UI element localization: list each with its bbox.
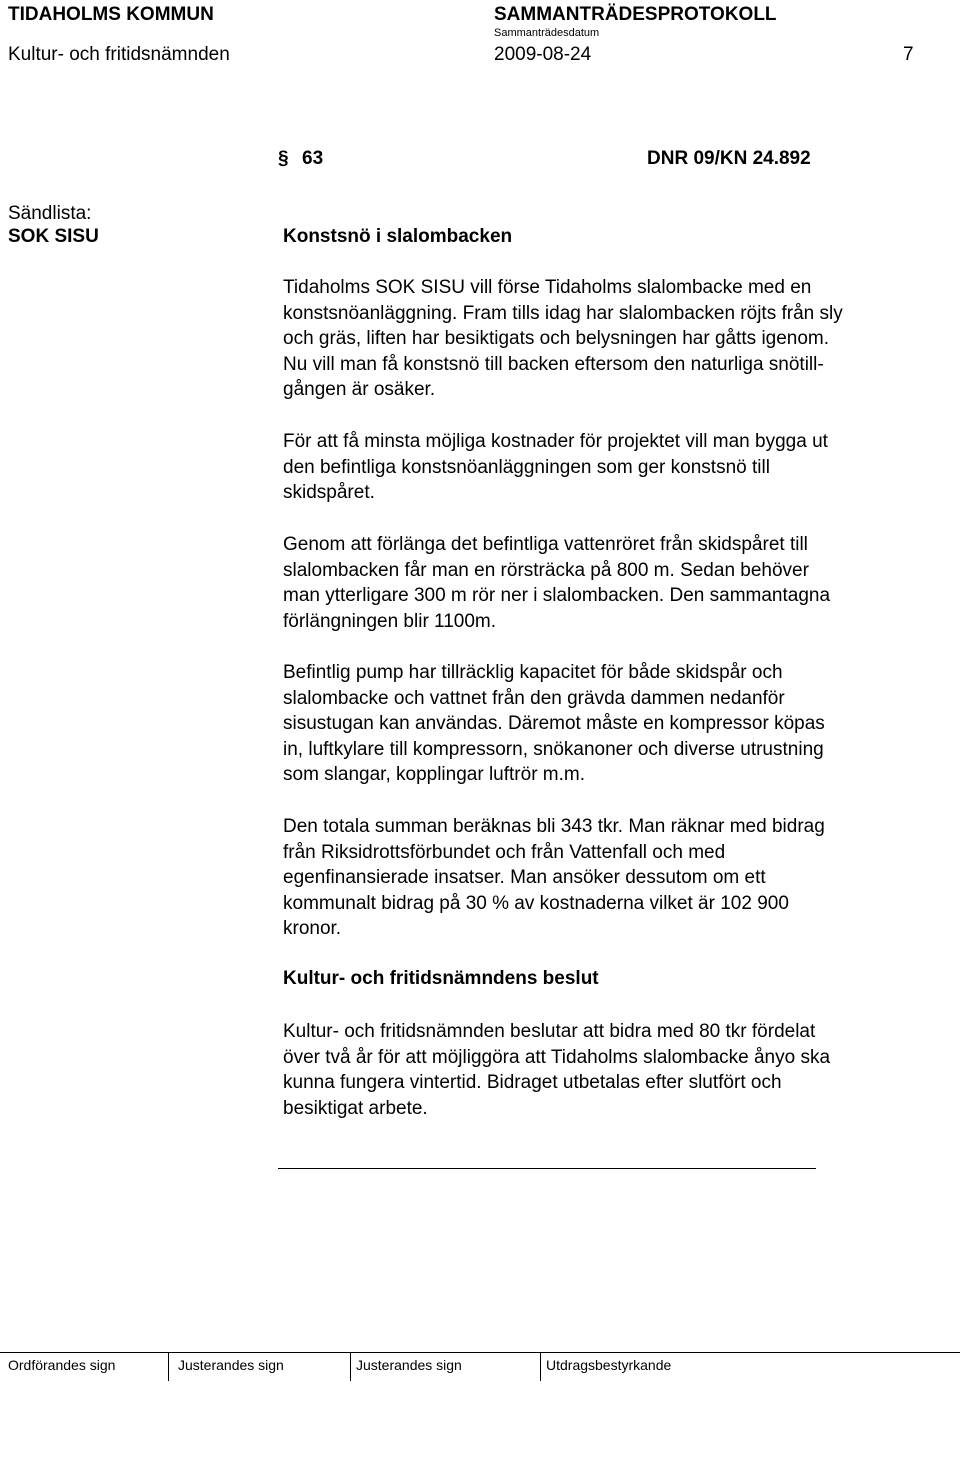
paragraph-equipment: [283, 660, 951, 788]
paragraph-decision: [283, 1019, 951, 1121]
document-type: SAMMANTRÄDESPROTOKOLL: [494, 4, 777, 25]
chair-signature-label: Ordförandes sign: [8, 1357, 116, 1373]
footer-divider: [540, 1353, 541, 1381]
paragraph-sign: §: [278, 148, 289, 169]
meeting-date: 2009-08-24: [494, 44, 592, 65]
text-line: egenfinansierade insatser. Man ansöker dessutom om ett: [283, 867, 766, 889]
decision-heading: Kultur- och fritidsnämndens beslut: [283, 968, 599, 989]
send-list-label: Sändlista:: [8, 203, 92, 224]
text-line: slalombacken får man en rörsträcka på 800 m. Sedan behöver: [283, 559, 809, 581]
paragraph-costs: [283, 429, 951, 506]
text-line: besiktigat arbete.: [283, 1097, 428, 1119]
text-line: förlängningen blir 1100m.: [283, 610, 497, 632]
extract-certifier-label: Utdragsbestyrkande: [546, 1357, 672, 1373]
text-line: gången är osäker.: [283, 379, 436, 401]
text-line: sisustugan kan användas. Däremot måste en kompressor köpas: [283, 713, 825, 735]
department-name: Kultur- och fritidsnämnden: [8, 44, 230, 65]
text-line: Genom att förlänga det befintliga vattenröret från skidspåret till: [283, 534, 808, 555]
text-line: konstsnöanläggning. Fram tills idag har slalombacken röjts från sly: [283, 302, 843, 324]
item-title: Konstsnö i slalombacken: [283, 226, 513, 247]
end-rule: [278, 1168, 816, 1169]
text-line: Nu vill man få konstsnö till backen eftersom den naturliga snötill-: [283, 353, 824, 375]
footer-divider: [168, 1353, 169, 1381]
paragraph-background: [283, 275, 951, 403]
text-line: in, luftkylare till kompressorn, snökanoner och diverse utrustning: [283, 738, 824, 760]
text-line: kommunalt bidrag på 30 % av kostnaderna vilket är 102 900: [283, 892, 789, 914]
paragraph-number: 63: [302, 148, 324, 169]
org-name: TIDAHOLMS KOMMUN: [8, 4, 214, 25]
text-line: kunna fungera vintertid. Bidraget utbetalas efter slutfört och: [283, 1072, 782, 1094]
paragraph-financing: [283, 814, 951, 942]
footer-rule: [0, 1352, 960, 1353]
paragraph-pipe-extension: [283, 532, 951, 634]
text-line: som slangar, kopplingar luftrör m.m.: [283, 764, 586, 786]
send-list-value: SOK SISU: [8, 226, 99, 247]
text-line: Befintlig pump har tillräcklig kapacitet för både skidspår och: [283, 662, 783, 683]
text-line: Den totala summan beräknas bli 343 tkr. Man räknar med bidrag: [283, 816, 825, 837]
page-number: 7: [903, 44, 914, 65]
text-line: För att få minsta möjliga kostnader för projektet vill man bygga ut: [283, 431, 828, 452]
text-line: över två år för att möjliggöra att Tidaholms slalombacke ånyo ska: [283, 1046, 831, 1068]
footer-divider: [350, 1353, 351, 1381]
text-line: den befintliga konstsnöanläggningen som ger konstsnö till: [283, 456, 770, 478]
text-line: från Riksidrottsförbundet och från Vattenfall och med: [283, 841, 726, 863]
text-line: och gräs, liften har besiktigats och belysningen har gåtts igenom.: [283, 328, 830, 350]
registration-number: DNR 09/KN 24.892: [647, 148, 811, 169]
adjuster-signature-label: Justerandes sign: [178, 1357, 284, 1373]
adjuster-signature-label: Justerandes sign: [356, 1357, 462, 1373]
text-line: skidspåret.: [283, 482, 375, 504]
text-line: Tidaholms SOK SISU vill förse Tidaholms slalombacke med en: [283, 277, 812, 298]
text-line: man ytterligare 300 m rör ner i slalombacken. Den sammantagna: [283, 585, 831, 607]
date-label: Sammanträdesdatum: [494, 27, 600, 39]
text-line: kronor.: [283, 918, 342, 940]
text-line: Kultur- och fritidsnämnden beslutar att bidra med 80 tkr fördelat: [283, 1021, 816, 1042]
text-line: slalombacke och vattnet från den grävda dammen nedanför: [283, 687, 785, 709]
